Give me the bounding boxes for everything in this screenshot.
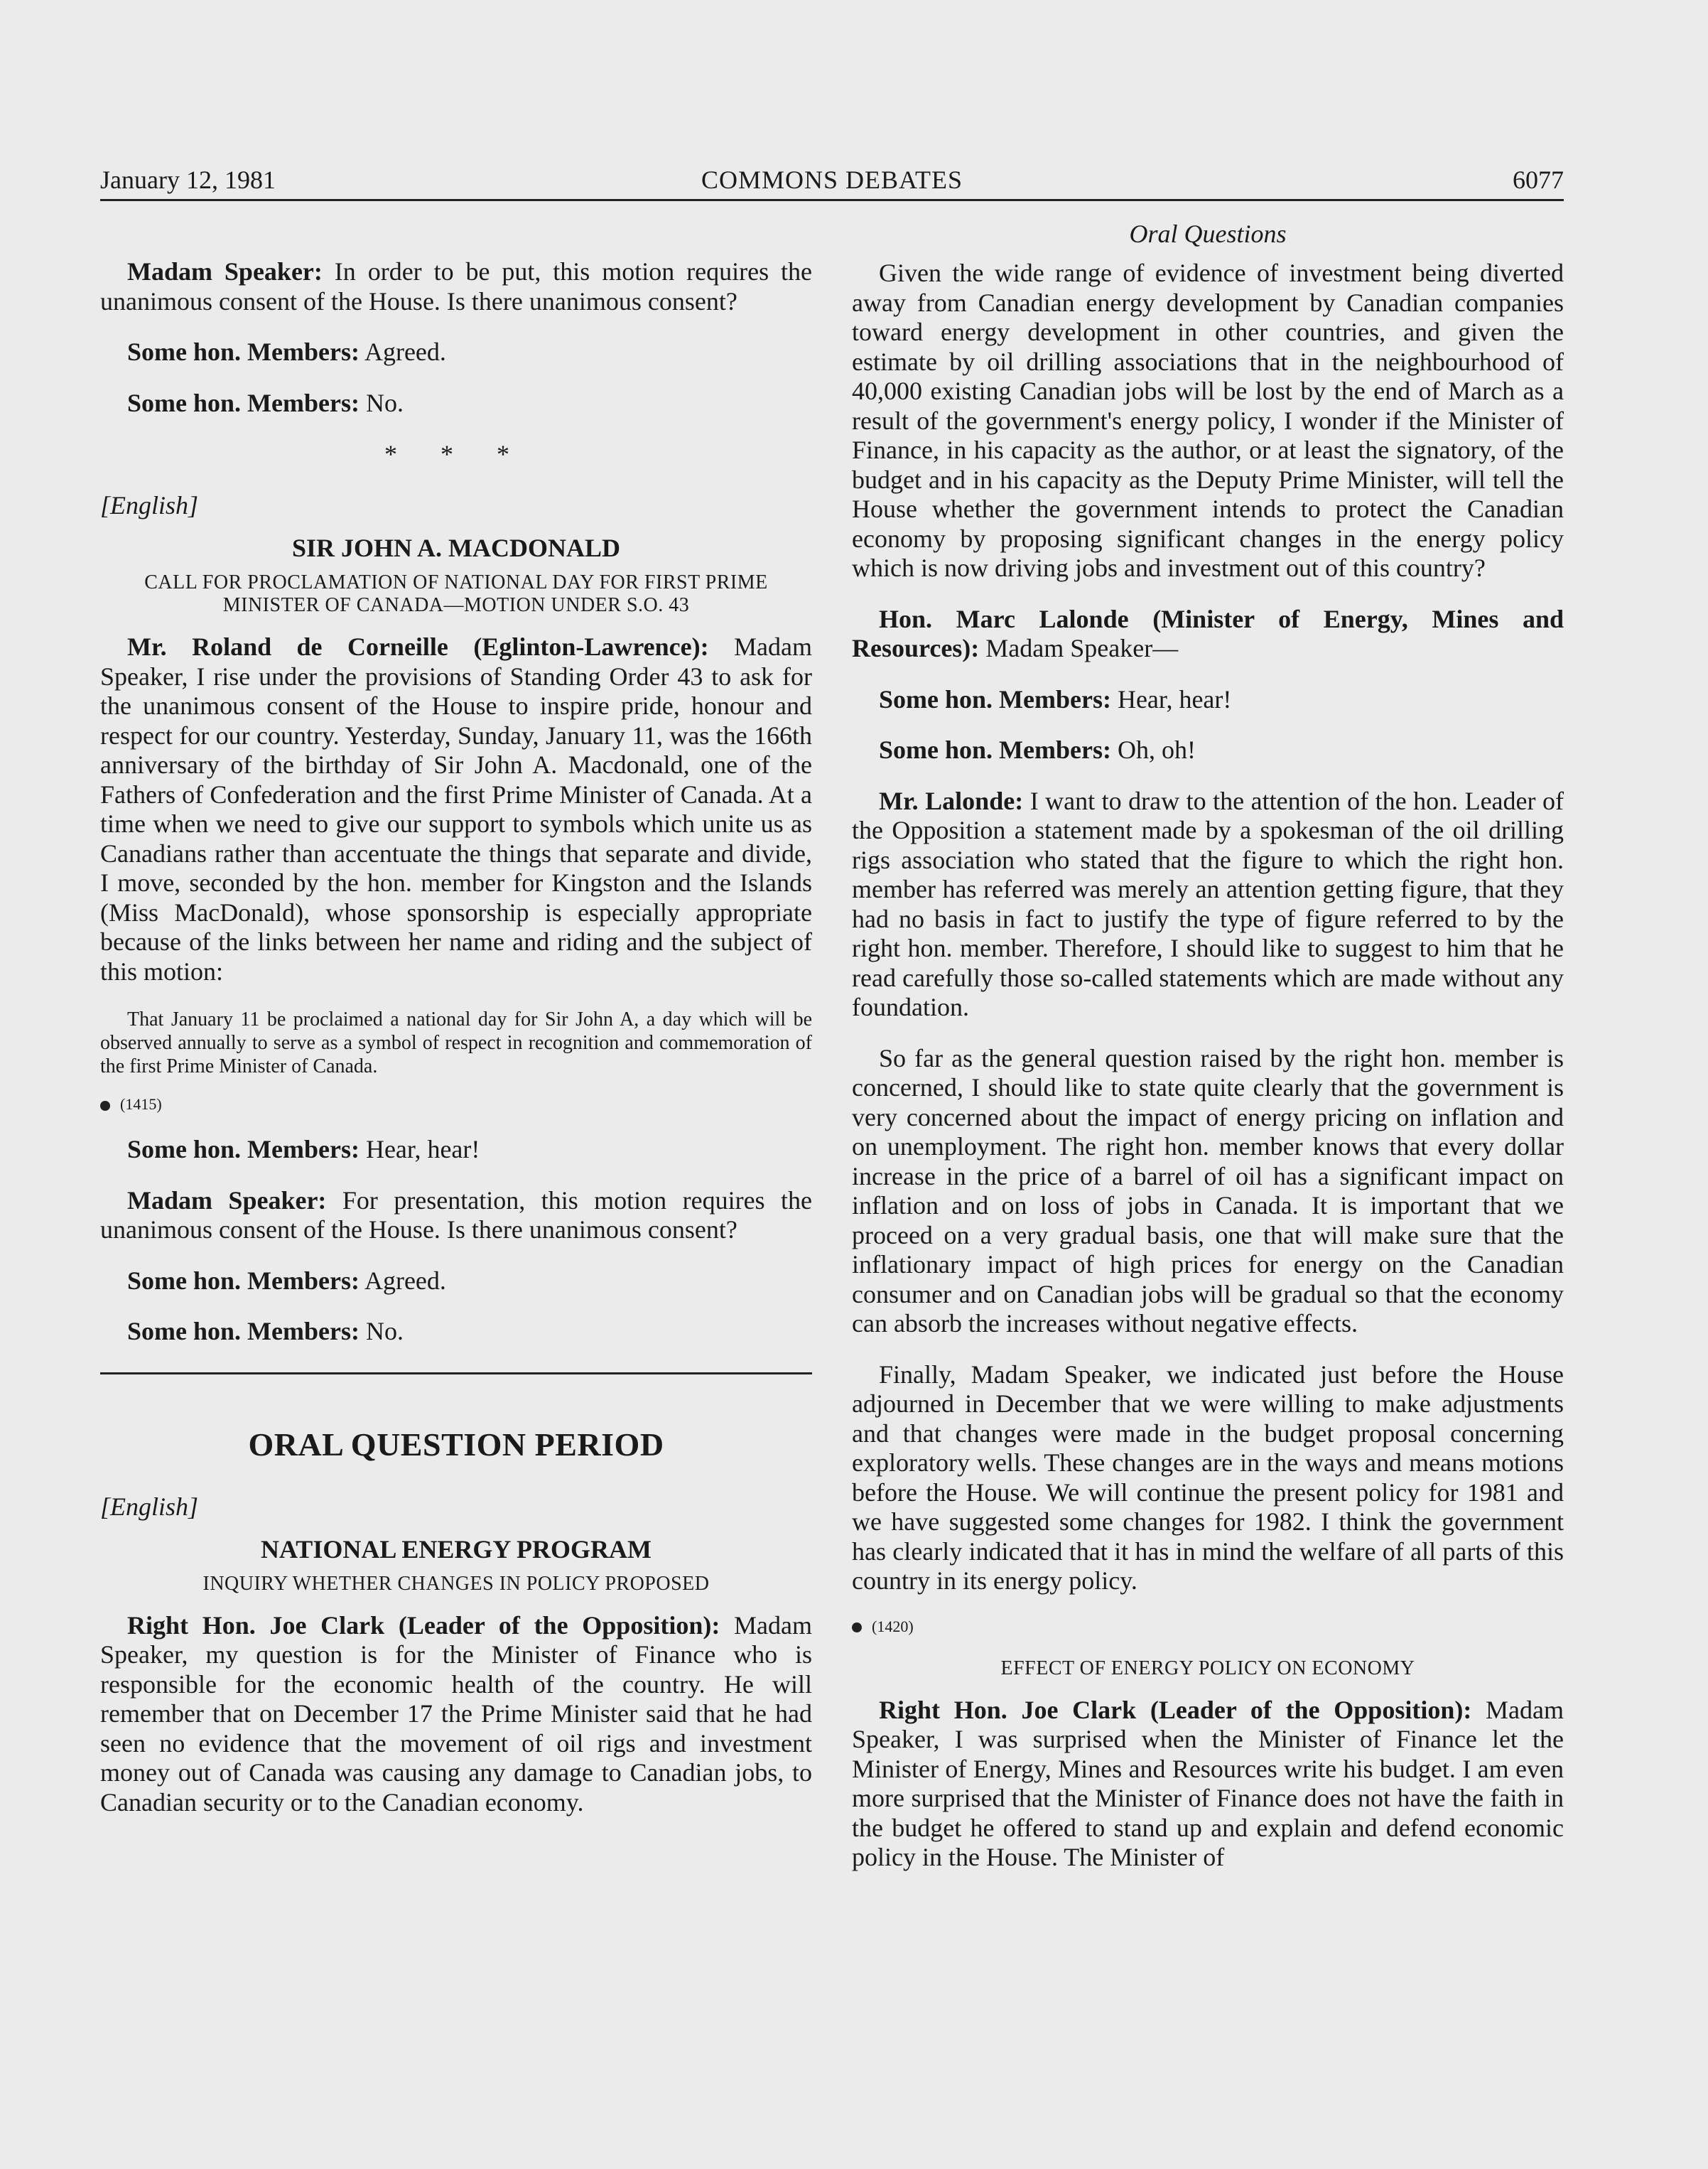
paragraph xyxy=(100,1186,812,1245)
speech-text: Hear, hear! xyxy=(359,1135,480,1163)
running-head: Oral Questions xyxy=(1129,220,1287,248)
paragraph xyxy=(100,389,812,419)
timestamp-text: (1420) xyxy=(872,1617,914,1635)
paragraph xyxy=(100,257,812,316)
speech-text: Agreed. xyxy=(359,1266,446,1295)
paragraph xyxy=(100,1317,812,1347)
paragraph xyxy=(852,787,1564,1023)
paragraph xyxy=(100,338,812,367)
speaker-name: Mr. Lalonde: xyxy=(879,786,1024,815)
bullet-icon xyxy=(852,1622,862,1632)
speaker-name: Some hon. Members: xyxy=(127,1135,360,1163)
speech-text: Hear, hear! xyxy=(1110,684,1232,714)
paragraph xyxy=(852,1696,1564,1873)
speech-text: Madam Speaker— xyxy=(979,634,1179,662)
speaker-name: Some hon. Members: xyxy=(127,388,360,417)
paragraph xyxy=(100,633,812,986)
speaker-name: Some hon. Members: xyxy=(879,736,1111,764)
section-separator: * * * xyxy=(384,440,528,468)
speaker-name: Mr. Roland de Corneille (Eglinton-Lawrence): xyxy=(127,633,709,661)
bullet-icon xyxy=(100,1101,110,1111)
speech-text: So far as the general question raised by the right hon. member is concerned, I should like to state quite clearly that the government is very concerned about the impact of energy pricing on inflation and on unemployment. The right hon. member knows that every dollar increase in the price of a barrel of oil has a significant impact on inflation and on loss of jobs in Canada. It is important that we proceed on a very gradual basis, one that will make sure that the inflationary impact of high prices for energy on the Canadian consumer and on Canadian jobs will be gradual so that the economy can absorb the increases without negative effects. xyxy=(852,1043,1564,1338)
speech-text: Finally, Madam Speaker, we indicated just before the House adjourned in December that we were willing to make adjustments and that changes were made in the budget proposal concerning exploratory wells. These changes are in the ways and means motions before the House. We will continue the present policy for 1981 and we have suggested some changes for 1982. I think the government has clearly indicated that it has in mind the welfare of all parts of this country in its energy policy. xyxy=(852,1360,1564,1595)
speech-text: In order to be put, this motion requires the unanimous consent of the House. Is there unanimous consent? xyxy=(100,257,812,316)
speaker-name: Madam Speaker: xyxy=(127,1185,327,1215)
paragraph xyxy=(100,1266,812,1296)
speech-text: Oh, oh! xyxy=(1110,736,1196,764)
section-heading: SIR JOHN A. MACDONALD xyxy=(291,534,621,562)
speech-text: I want to draw to the attention of the hon. Leader of the Opposition a statement made by a spokesman of the oil drilling rigs association who stated that the figure to which the right hon. member has referred was merely an attention getting figure, that they had no basis in fact to justify the type of figure referred to by the right hon. member. Therefore, I should like to suggest to him that he read carefully those so-called statements which are made without any foundation. xyxy=(852,786,1564,1021)
language-tag: [English] xyxy=(100,491,199,520)
paragraph xyxy=(852,736,1564,765)
page-header xyxy=(100,162,1564,201)
speaker-name: Some hon. Members: xyxy=(127,338,360,366)
speech-text: Madam Speaker, my question is for the Minister of Finance who is responsible for the economic health of the country. He will remember that on December 17 the Prime Minister said that he had seen no evidence that the movement of oil rigs and investment money out of Canada was causing any damage to Canadian jobs, to Canadian security or to the Canadian economy. xyxy=(100,1610,813,1817)
speaker-name: Madam Speaker: xyxy=(127,257,323,286)
speech-text: Madam Speaker, I rise under the provisions of Standing Order 43 to ask for the unanimous consent of the House to inspire pride, honour and respect for our country. Yesterday, Sunday, January 11, was the 166th anniversary of the birthday of Sir John A. Macdonald, one of the Fathers of Confederation and the first Prime Minister of Canada. At a time when we need to give our support to symbols which unite us as Canadians rather than accentuate the things that separate and divide, I move, seconded by the hon. member for Kingston and the Islands (Miss MacDonald), whose sponsorship is especially appropriate because of the links between her name and riding and the subject of this motion: xyxy=(100,633,813,986)
header-title: COMMONS DEBATES xyxy=(701,166,963,194)
motion-quote: That January 11 be proclaimed a national day for Sir John A, a day which will be observed annually to serve as a symbol of respect in recognition and commemoration of the first Prime Minister of Canada. xyxy=(100,1008,812,1077)
section-heading: NATIONAL ENERGY PROGRAM xyxy=(260,1534,652,1563)
header-date: January 12, 1981 xyxy=(100,166,276,194)
paragraph xyxy=(852,685,1564,715)
header-page-number: 6077 xyxy=(1513,166,1564,194)
divider xyxy=(100,1372,812,1374)
paragraph xyxy=(852,1360,1564,1596)
paragraph xyxy=(852,1044,1564,1339)
speech-text: For presentation, this motion requires the unanimous consent of the House. Is there unanimous consent? xyxy=(100,1185,812,1244)
speaker-name: Right Hon. Joe Clark (Leader of the Opposition): xyxy=(879,1695,1472,1724)
paragraph xyxy=(100,1611,812,1818)
speech-text: Agreed. xyxy=(359,338,446,366)
language-tag: [English] xyxy=(100,1492,199,1521)
right-column xyxy=(852,213,1564,1894)
left-column xyxy=(100,213,812,1839)
speech-text: No. xyxy=(359,388,404,417)
speaker-name: Hon. Marc Lalonde (Minister of Energy, Mines and Resources): xyxy=(852,604,1564,662)
oral-question-period-heading: ORAL QUESTION PERIOD xyxy=(248,1426,664,1463)
paragraph xyxy=(100,1135,812,1165)
speech-text: Given the wide range of evidence of investment being diverted away from Canadian energy development by Canadian companies toward energy development in other countries, and given the estimate by oil drilling associations that in the neighbourhood of 40,000 existing Canadian jobs will be lost by the end of March as a result of the government's energy policy, I wonder if the Minister of Finance, in his capacity as the author, or at least the signatory, of the budget and in his capacity as the Deputy Prime Minister, will tell the House whether the government intends to protect the Canadian economy by proposing significant changes in the energy policy which is now driving jobs and investment out of this country? xyxy=(852,259,1564,582)
speech-text: No. xyxy=(359,1317,404,1345)
timestamp-text: (1415) xyxy=(120,1095,162,1113)
speaker-name: Some hon. Members: xyxy=(127,1317,360,1345)
paragraph xyxy=(852,259,1564,583)
speaker-name: Some hon. Members: xyxy=(127,1266,360,1295)
section-subheading: EFFECT OF ENERGY POLICY ON ECONOMY xyxy=(1000,1657,1415,1679)
paragraph xyxy=(852,605,1564,664)
section-subheading: CALL FOR PROCLAMATION OF NATIONAL DAY FOR FIRST PRIME MINISTER OF CANADA—MOTION UNDER S.O. 43 xyxy=(144,571,768,616)
section-subheading: INQUIRY WHETHER CHANGES IN POLICY PROPOSED xyxy=(202,1572,710,1595)
timestamp xyxy=(852,1618,1564,1636)
timestamp xyxy=(100,1095,812,1114)
speech-text: Madam Speaker, I was surprised when the Minister of Finance let the Minister of Energy, Mines and Resources write his budget. I am even more surprised that the Minister of Finance does not have the faith in the budget he offered to stand up and explain and defend economic policy in the House. The Minister of xyxy=(852,1695,1564,1871)
speaker-name: Right Hon. Joe Clark (Leader of the Opposition): xyxy=(127,1610,720,1640)
speaker-name: Some hon. Members: xyxy=(879,684,1111,714)
